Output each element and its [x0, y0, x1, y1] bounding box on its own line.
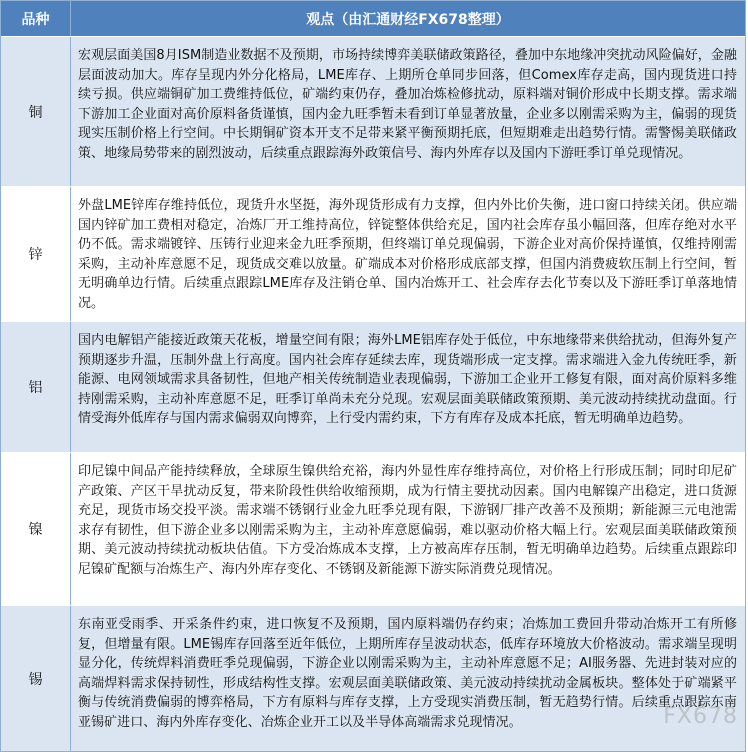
category-cell: 镍 [1, 453, 71, 605]
category-cell: 铝 [1, 322, 71, 452]
view-text: 宏观层面美国8月ISM制造业数据不及预期，市场持续博弈美联储政策路径，叠加中东地缘冲突扰动风险偏好，金融层面波动加大。库存呈现内外分化格局，LME库存、上期所仓单同步回落，但Comex库存走高，国内现货进口持续亏损。供应端铜矿加工费维持低位，矿端约束仍存，叠加冶炼检修扰动，原料端对铜价形成中长期支撑。需求端下游加工企业面对高价原料备货谨慎，国内金九旺季暂未看到订单显著放量，企业多以刚需采购为主，偏弱的现货现实压制价格上行空间。中长期铜矿资本开支不足带来紧平衡预期托底，但短期难走出趋势行情。需警惕美联储政策、地缘局势带来的剧烈波动，后续重点跟踪海外政策信号、海内外库存以及国内下游旺季订单兑现情况。 [71, 37, 745, 186]
table-row [1, 605, 745, 751]
category-cell: 锌 [1, 187, 71, 321]
table-header [1, 1, 745, 36]
category-cell: 铜 [1, 37, 71, 186]
header-category: 品种 [1, 1, 71, 36]
table-row [1, 186, 745, 321]
view-text: 印尼镍中间品产能持续释放，全球原生镍供给充裕，海内外显性库存维持高位，对价格上行形成压制；同时印尼矿产政策、产区干旱扰动反复，带来阶段性供给收缩预期，成为行情主要扰动因素。国内电解镍产出稳定，进口货源充足，现货市场交投平淡。需求端不锈钢行业金九旺季兑现有限，下游钢厂排产改善不及预期；新能源三元电池需求存有韧性，但下游企业多以刚需采购为主，主动补库意愿偏弱，难以驱动价格大幅上行。宏观层面美联储政策预期、美元波动持续扰动板块估值。下方受冶炼成本支撑，上方被高库存压制，暂无明确单边趋势。后续重点跟踪印尼镍矿配额与冶炼生产、海内外库存变化、不锈钢及新能源下游实际消费兑现情况。 [71, 453, 745, 605]
table-row [1, 321, 745, 452]
category-cell: 锡 [1, 606, 71, 751]
header-view: 观点（由汇通财经FX678整理） [71, 1, 745, 36]
view-text: 国内电解铝产能接近政策天花板，增量空间有限；海外LME铝库存处于低位，中东地缘带来供给扰动，但海外复产预期逐步升温，压制外盘上行高度。国内社会库存延续去库，现货端形成一定支撑。需求端进入金九传统旺季，新能源、电网领域需求具备韧性，但地产相关传统制造业表现偏弱，下游加工企业开工修复有限，面对高价原料多维持刚需采购，主动补库意愿不足，旺季订单尚未充分兑现。宏观层面美联储政策预期、美元波动持续扰动盘面。行情受海外低库存与国内需求偏弱双向博弈，上行受内需约束，下方有库存及成本托底，暂无明确单边趋势。 [71, 322, 745, 452]
view-text: 东南亚受雨季、开采条件约束，进口恢复不及预期，国内原料端仍存约束；冶炼加工费回升带动冶炼开工有所修复，但增量有限。LME锡库存回落至近年低位，上期所库存呈波动状态，低库存环境放大价格波动。需求端呈现明显分化，传统焊料消费旺季兑现偏弱，下游企业以刚需采购为主，主动补库意愿不足；AI服务器、先进封装对应的高端焊料需求保持韧性，形成结构性支撑。宏观层面美联储政策、美元波动持续扰动金属板块。整体处于矿端紧平衡与传统消费偏弱的博弈格局，下方有原料与库存支撑，上方受现实消费压制，暂无趋势行情。后续重点跟踪东南亚锡矿进口、海内外库存变化、冶炼企业开工以及半导体高端需求兑现情况。 [71, 606, 745, 751]
table-row [1, 36, 745, 186]
view-text: 外盘LME锌库存维持低位，现货升水坚挺，海外现货形成有力支撑，但内外比价失衡，进口窗口持续关闭。供应端国内锌矿加工费相对稳定，冶炼厂开工维持高位，锌锭整体供给充足，国内社会库存虽小幅回落，但库存绝对水平仍不低。需求端镀锌、压铸行业迎来金九旺季预期，但终端订单兑现偏弱，下游企业对高价保持谨慎，仅维持刚需采购，主动补库意愿不足，现货成交难以放量。矿端成本对价格形成底部支撑，但国内消费疲软压制上行空间，暂无明确单边行情。后续重点跟踪LME库存及注销仓单、国内冶炼开工、社会库存去化节奏以及下游旺季订单落地情况。 [71, 187, 745, 321]
watermark: FX678 [663, 704, 738, 729]
table-row [1, 452, 745, 605]
